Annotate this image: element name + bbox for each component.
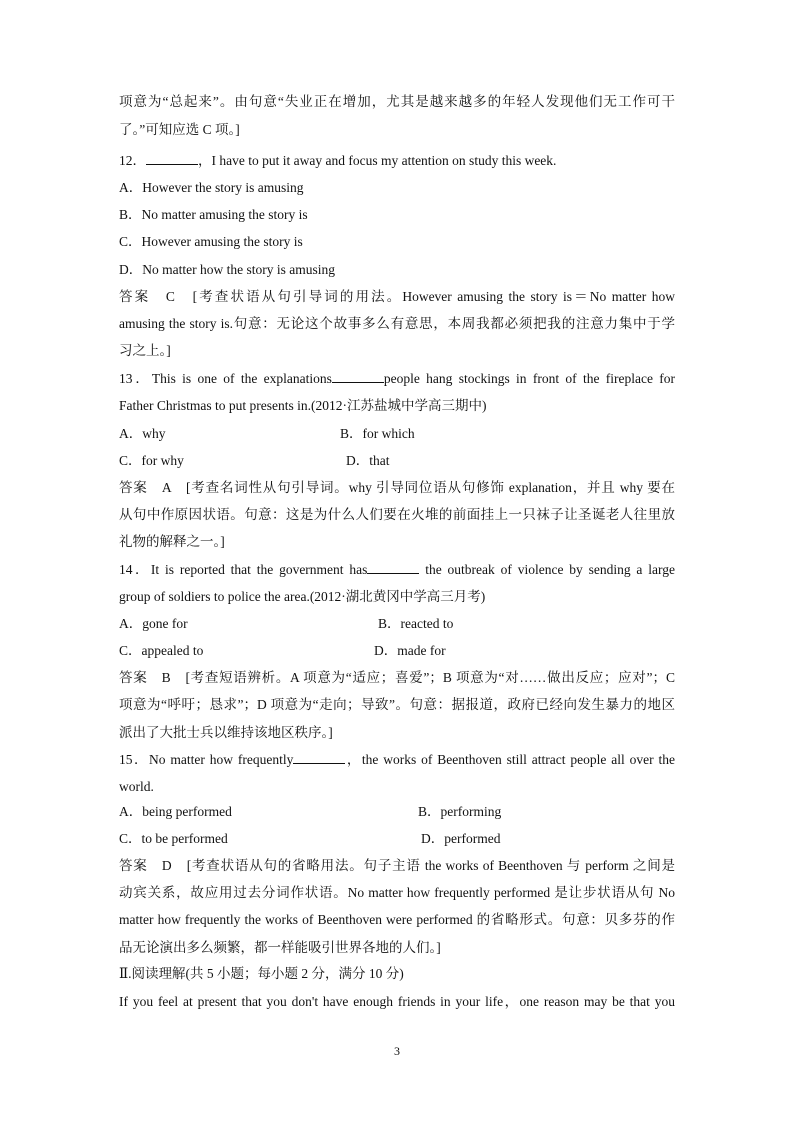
q15-answer-line-4: 品无论演出多么频繁，都一样能吸引世界各地的人们。] [119,940,441,955]
q13-option-a: A．why [119,426,166,441]
q14-answer-line-2: 项意为“呼吁；恳求”；D 项意为“走向；导致”。句意：据报道，政府已经向发生暴力的地区 [119,697,675,712]
q13-option-c: C．for why [119,453,184,468]
q14-stem-before: It is reported that the government has [150,562,368,577]
q14-blank [367,561,419,574]
q12-number: 12． [119,153,146,168]
q15-stem-before: No matter how frequently [149,752,294,767]
q11-answer-line-2: 了。”可知应选 C 项。] [119,122,240,137]
q14-stem-line-2: group of soldiers to police the area.(2012·湖北黄冈中学高三月考) [119,589,486,604]
q13-answer-line-3: 礼物的解释之一。] [119,534,225,549]
q13-answer-line-2: 从句中作原因状语。句意：这是为什么人们要在火堆的前面挂上一只袜子让圣诞老人往里放 [119,507,675,522]
q12-stem-text: ，I have to put it away and focus my attention on study this week. [198,153,557,168]
q14-option-b: B．reacted to [378,616,454,631]
q13-option-d: D．that [346,453,390,468]
q14-answer-line-3: 派出了大批士兵以维持该地区秩序。] [119,725,333,740]
q15-number: 15． [119,752,150,767]
q12-option-d: D．No matter how the story is amusing [119,262,335,277]
q13-option-b: B．for which [340,426,415,441]
page-number: 3 [394,1044,400,1058]
q12-answer-line-2: amusing the story is.句意：无论这个故事多么有意思，本周我都必须把我的注意力集中于学 [119,316,675,331]
q15-option-c: C．to be performed [119,831,228,846]
q15-answer-line-2: 动宾关系，故应用过去分词作状语。No matter how frequently performed 是让步状语从句 No [119,885,675,900]
q15-stem-after: ，the works of Beenthoven still attract people all over the [345,752,675,767]
q13-stem [119,370,675,388]
q13-stem-before: This is one of the explanations [151,371,332,386]
q12-option-b: B．No matter amusing the story is [119,207,308,222]
q12-blank [146,152,198,165]
q13-answer-line-1: 答案 A [考查名词性从句引导词。why 引导同位语从句修饰 explanation，并且 why 要在 [119,480,675,495]
q14-option-d: D．made for [374,643,446,658]
q15-option-d: D．performed [421,831,501,846]
q14-number: 14． [119,562,151,577]
q11-answer-line-1: 项意为“总起来”。由句意“失业正在增加，尤其是越来越多的年轻人发现他们无工作可干 [119,94,675,109]
q14-option-c: C．appealed to [119,643,204,658]
q15-blank [293,751,345,764]
q15-answer-line-1: 答案 D [考查状语从句的省略用法。句子主语 the works of Beenthoven 与 perform 之间是 [119,858,675,873]
q13-number: 13． [119,371,152,386]
q13-stem-line-2: Father Christmas to put presents in.(2012·江苏盐城中学高三期中) [119,398,487,413]
q15-stem-line-2: world. [119,779,154,794]
q12-option-a: A．However the story is amusing [119,180,304,195]
q13-stem-after: people hang stockings in front of the fireplace for [383,371,675,386]
q13-blank [332,370,384,383]
q15-answer-line-3: matter how frequently the works of Beenthoven were performed 的省略形式。句意：贝多芬的作 [119,912,675,927]
passage-line-1: If you feel at present that you don't have enough friends in your life，one reason may be that you [119,994,675,1009]
q14-option-a: A．gone for [119,616,188,631]
q14-stem [119,561,675,579]
q12-answer-line-1: 答案 C [考查状语从句引导词的用法。However amusing the story is＝No matter how [119,289,675,304]
section-heading: Ⅱ.阅读理解(共 5 小题；每小题 2 分，满分 10 分) [119,966,404,981]
q14-stem-after: the outbreak of violence by sending a large [419,562,675,577]
q15-stem [119,751,675,769]
q15-option-a: A．being performed [119,804,232,819]
q15-option-b: B．performing [418,804,502,819]
q12-answer-line-3: 习之上。] [119,343,171,358]
q12-stem [119,152,675,170]
q12-option-c: C．However amusing the story is [119,234,303,249]
q14-answer-line-1: 答案 B [考查短语辨析。A 项意为“适应；喜爱”；B 项意为“对……做出反应；应对”；C [119,670,675,685]
